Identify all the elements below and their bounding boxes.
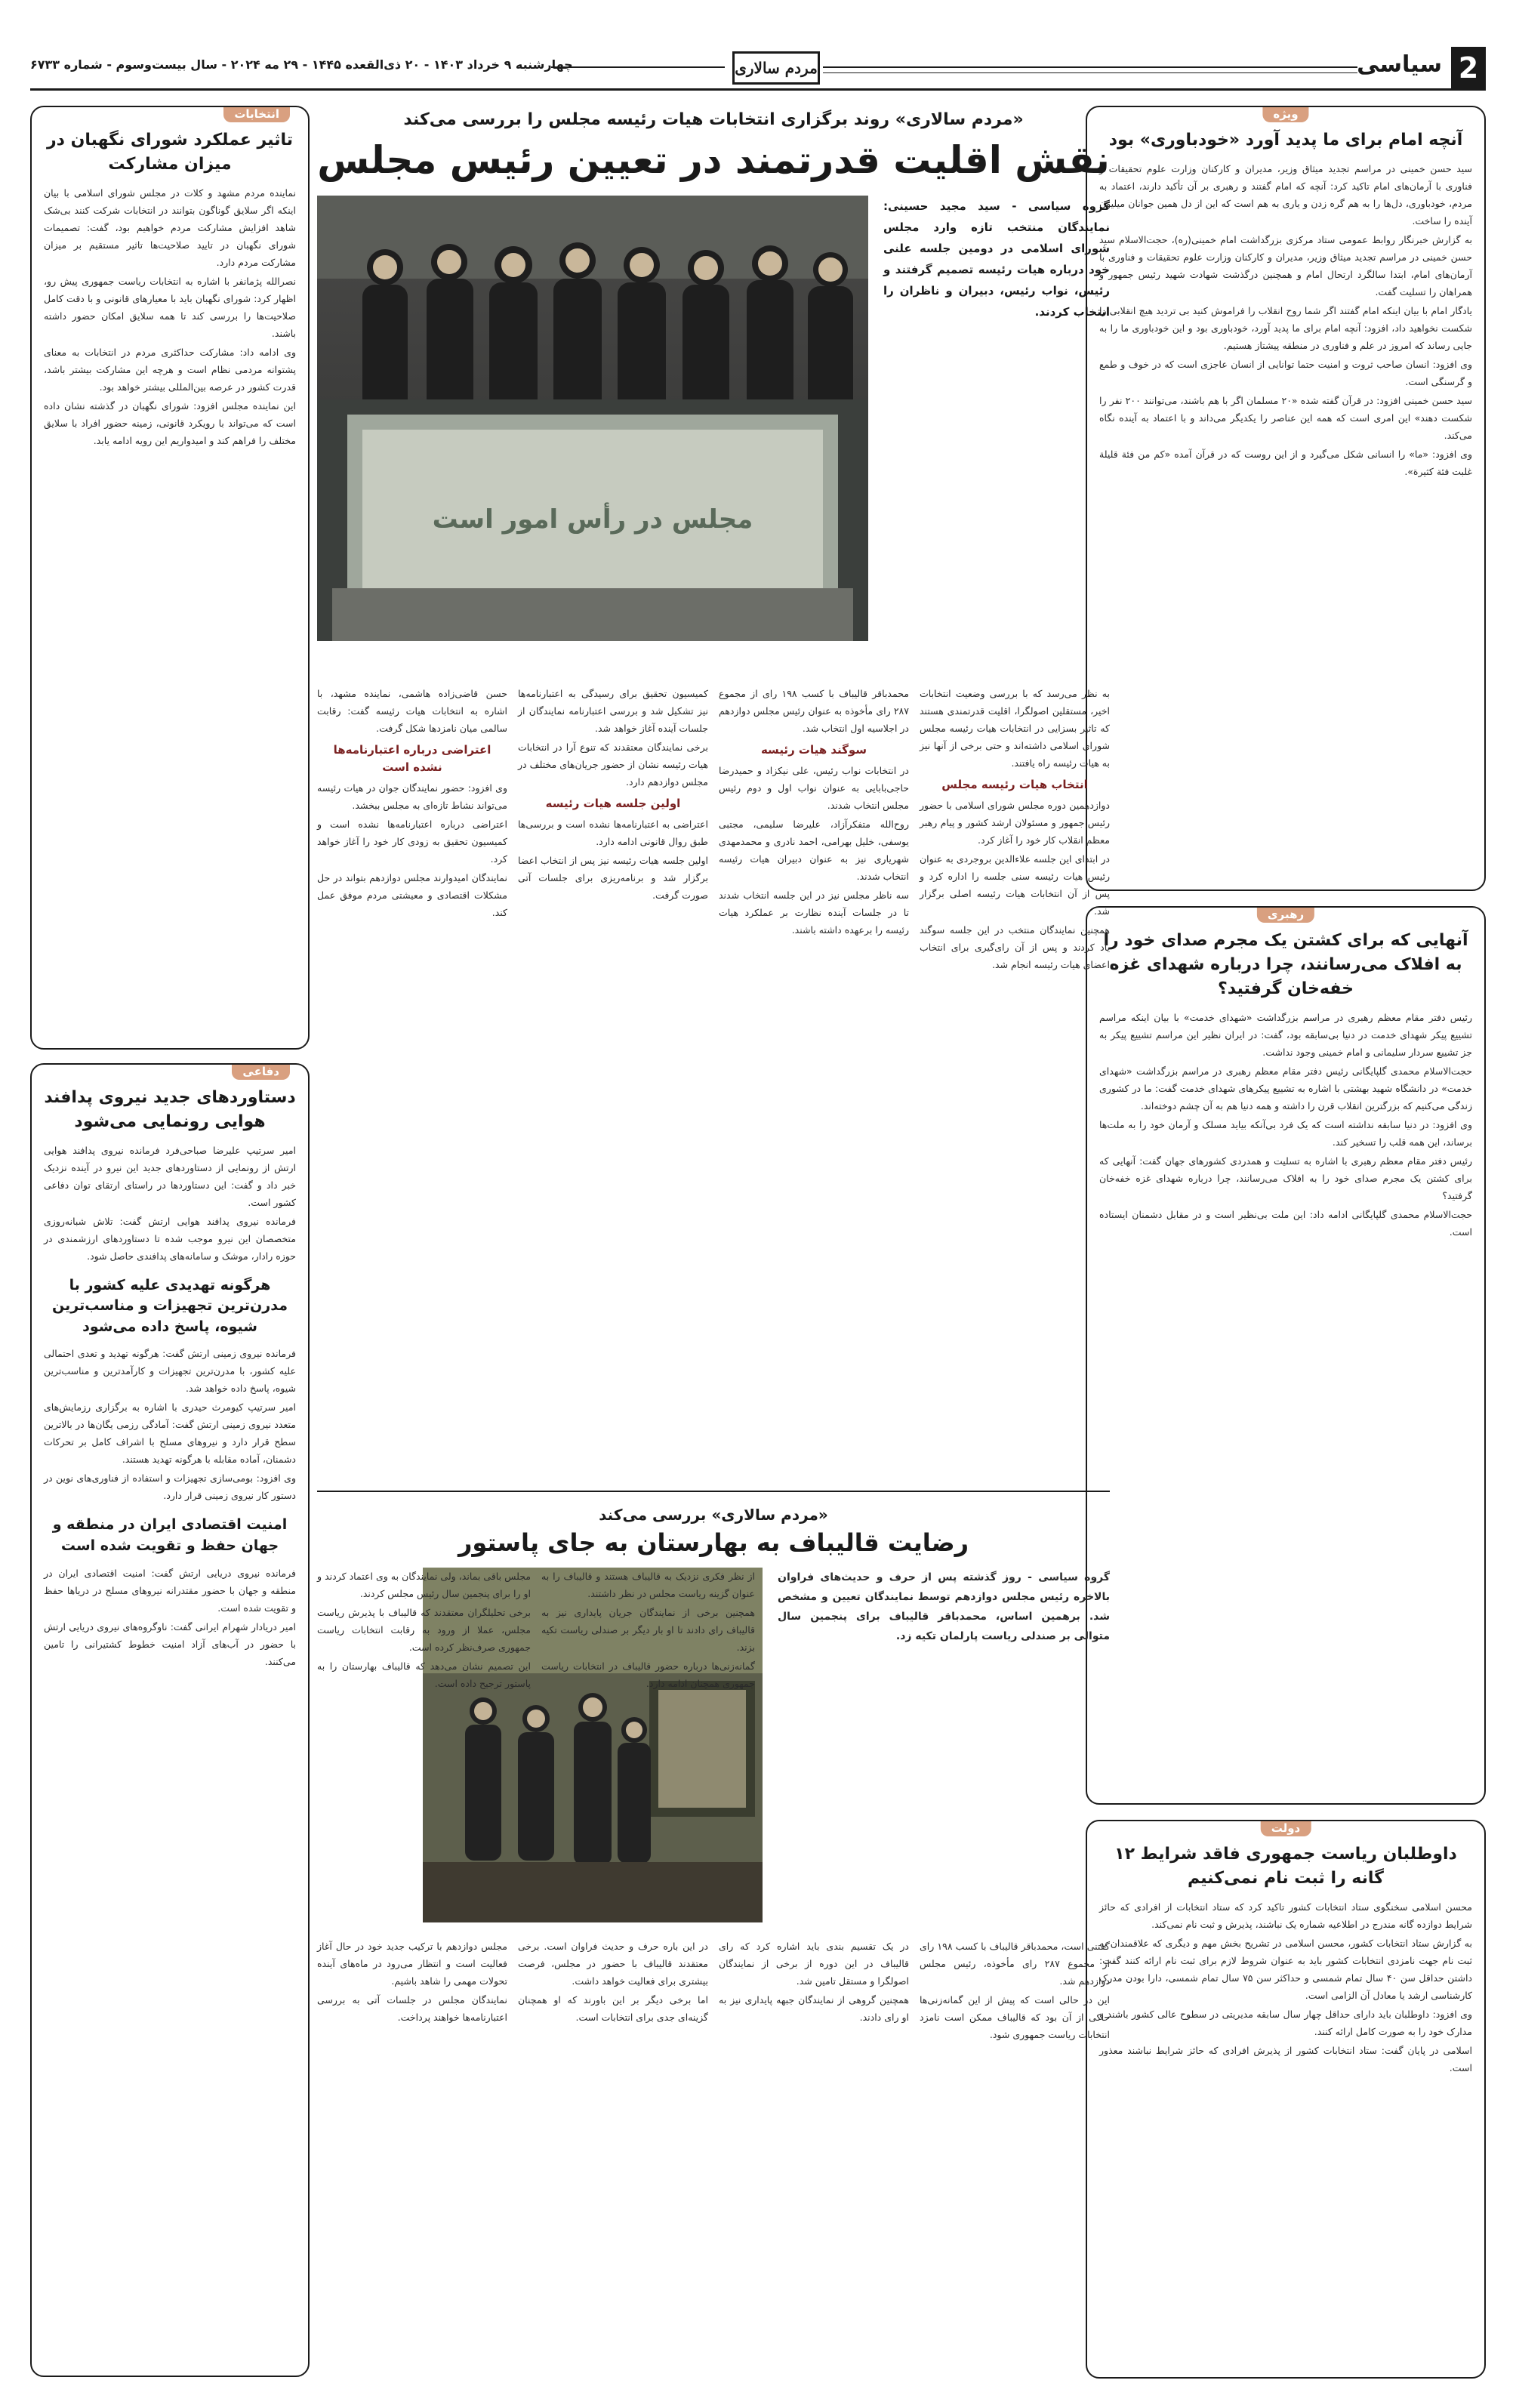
paragraph: اما برخی دیگر بر این باورند که او همچنان گزینه‌ای جدی برای انتخابات است. xyxy=(518,1994,708,2023)
paragraph: وی افزود: «ما» را انسانی شکل می‌گیرد و از این روست که در قرآن آمده «کم من فئة قلیلة غلبت فئة کثیرة». xyxy=(1099,448,1472,477)
story-headline: رضایت قالیباف به بهارستان به جای پاستور xyxy=(458,1528,969,1557)
paragraph: فرمانده نیروی پدافند هوایی ارتش گفت: تلاش شبانه‌روزی متخصصان این نیرو موجب شده تا دستاوردهای ارزشمندی در حوزه رادار، موشک و سامانه‌های پدافندی حاصل شود. xyxy=(44,1215,296,1262)
header-rule xyxy=(823,66,1357,68)
parliament-photo xyxy=(317,196,868,641)
paragraph: وی افزود: داوطلبان باید دارای حداقل چهار سال سابقه مدیریتی در سطوح عالی کشور باشند و مدارک خود را به صورت کامل ارائه کنند. xyxy=(1099,2008,1472,2037)
story-column xyxy=(317,1938,507,2045)
paragraph: وی افزود: انسان صاحب ثروت و امنیت حتما توانایی از انسان عاجزی است که در خوف و طمع و گرسنگی است. xyxy=(1099,358,1472,387)
paragraph: به گزارش ستاد انتخابات کشور، محسن اسلامی در تشریح بخش مهم و دیگری که علاقمندان به ثبت نام جهت نامزدی انتخابات کشور باید به عنوان شروط لازم برای ثبت نام ارائه کنند گفت: داشتن حداقل سن ۴۰ سال تمام شمسی و حداکثر سن ۷۵ سال تمام شمسی، دارا بودن مدرک کارشناسی ارشد یا معادل آن الزامی است. xyxy=(1099,1937,1472,2001)
story-column xyxy=(518,1938,708,2045)
paragraph: این در حالی است که پیش از این گمانه‌زنی‌ها حاکی از آن بود که قالیباف ممکن است نامزد انتخابات ریاست جمهوری شود. xyxy=(920,1994,1110,2040)
story-column xyxy=(317,685,507,975)
story-lead: گروه سیاسی - سید مجید حسینی: نمایندگان منتخب تازه وارد مجلس شورای اسلامی در دومین جلسه علنی خود درباره هیات رئیسه تصمیم گرفتند و رئیس، نواب رئیس، دبیران و ناظران را انتخاب کردند. xyxy=(883,199,1110,319)
newspaper-logo: مردم سالاری xyxy=(732,51,820,85)
lead-area xyxy=(317,196,1110,679)
page-number: 2 xyxy=(1451,47,1486,89)
paragraph: همچنین نمایندگان منتخب در این جلسه سوگند یاد کردند و پس از آن رای‌گیری برای انتخاب اعضای هیات رئیسه انجام شد. xyxy=(920,924,1110,970)
story-column xyxy=(518,685,708,975)
paragraph: رئیس دفتر مقام معظم رهبری در مراسم بزرگداشت «شهدای خدمت» با بیان اینکه مراسم تشییع پیکر شهدای خدمت در دنیا بی‌سابقه بود، گفت: در ایران نظیر این مراسم تشییع پیکر به جز تشییع سردار سلیمانی و امام خمینی وجود نداشت. xyxy=(1099,1011,1472,1058)
section-name: سیاسی xyxy=(1357,51,1442,78)
subhead: اعتراضی درباره اعتبارنامه‌ها نشده است xyxy=(333,743,491,774)
paragraph: امیر دریادار شهرام ایرانی گفت: ناوگروه‌های نیروی دریایی ارتش با حضور در آب‌های آزاد امنیت خطوط کشتیرانی را تامین می‌کنند. xyxy=(44,1620,296,1667)
second-story-body xyxy=(317,1568,1110,2345)
paragraph: کمیسیون تحقیق برای رسیدگی به اعتبارنامه‌ها نیز تشکیل شد و بررسی اعتبارنامه نمایندگان از جلسات آینده آغاز خواهد شد. xyxy=(518,688,708,734)
paragraph: گفتنی است، محمدباقر قالیباف با کسب ۱۹۸ رای از مجموع ۲۸۷ رای مأخوذه، رئیس مجلس دوازدهم شد. xyxy=(920,1941,1110,1987)
paragraph: نماینده مردم مشهد و کلات در مجلس شورای اسلامی با بیان اینکه اگر سلایق گوناگون بتوانند در انتخابات شرکت کنند بی‌شک شاهد افزایش مشارکت مردم خواهیم بود، گفت: تصمیمات شورای نگهبان در تایید صلاحیت‌ها تاثیر مستقیم بر میزان مشارکت مردم دارد. xyxy=(44,187,296,268)
paragraph: محمدباقر قالیباف با کسب ۱۹۸ رای از مجموع ۲۸۷ رای مأخوذه به عنوان رئیس مجلس دوازدهم در اجلاسیه اول انتخاب شد. xyxy=(719,688,909,734)
paragraph: سید حسن خمینی افزود: در قرآن گفته شده «۲۰ مسلمان اگر با هم باشند، می‌توانند ۲۰۰ نفر را شکست دهند» این امری است که همه این عناصر را یکدیگر می‌داند و با اعتماد به آینده نگاه می‌کند. xyxy=(1099,394,1473,441)
story-lead: گروه سیاسی - روز گذشته پس از حرف و حدیث‌های فراوان بالاخره رئیس مجلس دوازدهم توسط نمایندگان تعیین و مشخص شد. برهمین اساس، محمدباقر قالیباف برای پنجمین سال متوالی بر صندلی ریاست پارلمان تکیه زد. xyxy=(778,1571,1110,1642)
box-body xyxy=(44,184,296,449)
paragraph: این تصمیم نشان می‌دهد که قالیباف بهارستان را به پاستور ترجیح داده است. xyxy=(317,1660,531,1689)
box-body xyxy=(44,1142,296,1265)
main-headline: نقش اقلیت قدرتمند در تعیین رئیس مجلس xyxy=(317,138,1110,182)
paragraph: مجلس باقی بماند، ولی نمایندگان به وی اعتماد کردند و او را برای پنجمین سال رئیس مجلس کردند. xyxy=(317,1571,531,1599)
paragraph: در این باره حرف و حدیث فراوان است. برخی معتقدند قالیباف با حضور در مجلس، فرصت بیشتری برای فعالیت خواهد داشت. xyxy=(518,1941,708,1987)
center-column xyxy=(317,106,1110,2040)
photo-banner-text: مجلس در رأس امور است xyxy=(432,504,753,535)
second-story-columns xyxy=(317,1568,755,1694)
sub-story-body xyxy=(44,1345,296,1504)
subhead: انتخاب هیات رئیسه مجلس xyxy=(941,778,1088,791)
paragraph: وی افزود: حضور نمایندگان جوان در هیات رئیسه می‌تواند نشاط تازه‌ای به مجلس ببخشد. xyxy=(317,782,507,811)
subhead: اولین جلسه هیات رئیسه xyxy=(545,797,681,810)
paragraph: همچنین برخی از نمایندگان جریان پایداری نیز به قالیباف رای دادند تا او بار دیگر بر صندلی ریاست تکیه بزند. xyxy=(541,1607,755,1653)
paragraph: وی افزود: بومی‌سازی تجهیزات و استفاده از فناوری‌های نوین در دستور کار نیروی زمینی قرار دارد. xyxy=(44,1472,296,1502)
paragraph: نمایندگان مجلس در جلسات آتی به بررسی اعتبارنامه‌ها خواهند پرداخت. xyxy=(317,1994,507,2023)
box-title: آنچه امام برای ما پدید آورد «خودباوری» بود xyxy=(1108,131,1463,150)
paragraph: وی افزود: در دنیا سابقه نداشته است که یک فرد بی‌آنکه بیاید مسلک و آرمان خود را به ملت‌ها برساند، این همه قلب را تسخیر کند. xyxy=(1099,1118,1472,1148)
story-kicker: «مردم سالاری» روند برگزاری انتخابات هیات رئیسه مجلس را بررسی می‌کند xyxy=(403,110,1024,129)
box-title: آنهایی که برای کشتن یک مجرم صدای خود را به افلاک می‌رسانند، چرا درباره شهدای غزه خفه‌خان گرفتید؟ xyxy=(1103,931,1468,998)
news-box-leader xyxy=(1086,906,1486,1805)
paragraph: برخی تحلیلگران معتقدند که قالیباف با پذیرش ریاست مجلس، عملا از ورود به رقابت انتخابات ریاست جمهوری صرف‌نظر کرده است. xyxy=(317,1607,531,1653)
dateline: چهارشنبه ۹ خرداد ۱۴۰۳ - ۲۰ ذی‌القعده ۱۴۴۵ - ۲۹ مه ۲۰۲۴ - سال بیست‌وسوم - شماره ۶۷۳۳ xyxy=(30,57,573,72)
second-story xyxy=(317,1491,1110,2345)
paragraph: از نظر فکری نزدیک به قالیباف هستند و قالیباف را به عنوان گزینه ریاست مجلس در نظر داشتند. xyxy=(541,1571,755,1599)
paragraph: سه ناظر مجلس نیز در این جلسه انتخاب شدند تا در جلسات آینده نظارت بر عملکرد هیات رئیسه را برعهده داشته باشند. xyxy=(719,890,909,936)
paragraph: در ابتدای این جلسه علاءالدین بروجردی به عنوان رئیس هیات رئیسه سنی جلسه را اداره کرد و پس از آن انتخابات هیات رئیسه اصلی برگزار شد. xyxy=(920,853,1110,917)
sub-story-title: هرگونه تهدیدی علیه کشور با مدرن‌ترین تجهیزات و مناسب‌ترین شیوه، پاسخ داده می‌شود xyxy=(52,1276,288,1335)
paragraph: نمایندگان امیدوارند مجلس دوازدهم بتواند در حل مشکلات اقتصادی و معیشتی مردم موفق عمل کند. xyxy=(317,872,507,918)
story-column xyxy=(719,1938,909,2045)
news-box-defense xyxy=(30,1063,310,2377)
paragraph: نصرالله پژمانفر با اشاره به انتخابات ریاست جمهوری پیش رو، اظهار کرد: شورای نگهبان باید با معیارهای قانونی و با دقت کامل صلاحیت‌ها را بررسی کند تا همه سلایق امکان حضور داشته باشند. xyxy=(44,275,296,339)
paragraph: گمانه‌زنی‌ها درباره حضور قالیباف در انتخابات ریاست جمهوری همچنان ادامه دارد. xyxy=(541,1660,755,1689)
news-box-imam xyxy=(1086,106,1486,891)
box-title: تاثیر عملکرد شورای نگهبان در میزان مشارکت xyxy=(47,131,293,174)
story-column xyxy=(719,685,909,975)
logo-rule xyxy=(551,66,725,68)
paragraph: در انتخابات نواب رئیس، علی نیکزاد و حمیدرضا حاجی‌بابایی به عنوان نواب اول و دوم رئیس مجلس انتخاب شدند. xyxy=(719,765,909,811)
paragraph: امیر سرتیپ کیومرث حیدری با اشاره به برگزاری رزمایش‌های متعدد نیروی زمینی ارتش گفت: آمادگی رزمی یگان‌ها در بالاترین سطح قرار دارد و نیروهای مسلح با اشراف کامل بر تحرکات دشمنان، آماده مقابله با هرگونه تهدید هستند. xyxy=(44,1401,296,1466)
story-column xyxy=(920,685,1110,975)
paragraph: اعتراضی درباره اعتبارنامه‌ها نشده است و کمیسیون تحقیق به زودی کار خود را آغاز خواهد کرد. xyxy=(317,819,507,865)
paragraph: به گزارش خبرنگار روابط عمومی ستاد مرکزی بزرگداشت امام خمینی(ره)، حجت‌الاسلام سید حسن خمینی در مراسم تجدید میثاق وزیر، مدیران و کارکنان وزارت علوم تحقیقات و فناوری با آرمان‌های امام، ابتدا سالگرد ارتحال امام و همچنین درگذشت شهادت شهید رئیس جمهور و همراهان را تسلیت گفت. xyxy=(1099,233,1472,298)
sub-story-title: امنیت اقتصادی ایران در منطقه و جهان حفظ و تقویت شده است xyxy=(52,1516,288,1554)
paragraph: فرمانده نیروی دریایی ارتش گفت: امنیت اقتصادی ایران در منطقه و جهان با حضور مقتدرانه نیروهای مسلح در دریاها حفظ و تقویت شده است. xyxy=(44,1567,296,1614)
paragraph: اسلامی در پایان گفت: ستاد انتخابات کشور از پذیرش افرادی که حائز شرایط نباشند معذور است. xyxy=(1099,2044,1472,2073)
paragraph: سید حسن خمینی در مراسم تجدید میثاق وزیر، مدیران و کارکنان وزارت علوم تحقیقات و فناوری با آرمان‌های امام تاکید کرد: آنچه که امام گفتند و رهبری بر آن تأکید دارند، اعتماد به مردم، خودباوری، دل‌ها را به هم گره زدن و یاری به هم است که این از دل همین جوانان میلیون آینده را ساخت. xyxy=(1099,162,1472,227)
news-box-government xyxy=(1086,1820,1486,2379)
right-column xyxy=(1086,106,1486,2379)
story-kicker: «مردم سالاری» بررسی می‌کند xyxy=(599,1506,828,1524)
second-story-lower-columns xyxy=(317,1938,1110,2045)
paragraph: همچنین گروهی از نمایندگان جبهه پایداری نیز به او رای دادند. xyxy=(719,1994,909,2023)
paragraph: فرمانده نیروی زمینی ارتش گفت: هرگونه تهدید و تعدی احتمالی علیه کشور، با مدرن‌ترین تجهیزات و کارآمدترین و مناسب‌ترین شیوه، پاسخ داده خواهد شد. xyxy=(44,1348,296,1395)
box-tag: انتخابات xyxy=(223,106,290,122)
paragraph: اولین جلسه هیات رئیسه نیز پس از انتخاب اعضا برگزار شد و برنامه‌ریزی برای جلسات آتی صورت گرفت. xyxy=(518,855,708,901)
paragraph: روح‌الله متفکرآزاد، علیرضا سلیمی، مجتبی یوسفی، خلیل بهرامی، احمد نادری و محمدمهدی شهریاری نیز به عنوان دبیران هیات رئیسه انتخاب شدند. xyxy=(719,819,909,882)
story-columns xyxy=(317,685,1110,975)
box-body xyxy=(1099,1898,1472,2077)
box-tag: ویژه xyxy=(1262,106,1308,122)
news-box-election xyxy=(30,106,310,1050)
story-column xyxy=(920,1938,1110,2045)
subhead: سوگند هیات رئیسه xyxy=(760,743,867,757)
paragraph: رئیس دفتر مقام معظم رهبری با اشاره به تسلیت و همدردی کشورهای جهان گفت: آنهایی که برای کشتن یک مجرم صدای خود را به افلاک می‌رسانند، چرا درباره شهدای غزه خفه‌خان گرفتید؟ xyxy=(1099,1155,1472,1201)
parliament-photo-image xyxy=(317,196,868,641)
left-column xyxy=(30,106,310,2377)
paragraph: وی ادامه داد: مشارکت حداکثری مردم در انتخابات به معنای پشتوانه مردمی نظام است و هرچه این مشارکت بیشتر باشد، قدرت کشور در عرصه بین‌المللی بیشتر خواهد بود. xyxy=(44,346,296,393)
paragraph: اعتراضی به اعتبارنامه‌ها نشده است و بررسی‌ها طبق روال قانونی ادامه دارد. xyxy=(518,819,708,847)
story-column xyxy=(317,1568,531,1694)
paragraph: به نظر می‌رسد که با بررسی وضعیت انتخابات اخیر، مستقلین اصولگرا، اقلیت قدرتمندی هستند که تاثیر بسزایی در انتخابات هیات رئیسه مجلس شورای اسلامی داشته‌اند و حتی برخی از آنها نیز به هیات رئیسه راه یافتند. xyxy=(920,688,1110,769)
paragraph: حجت‌الاسلام محمدی گلپایگانی ادامه داد: این ملت بی‌نظیر است و در مقابل دشمنان ایستاده است. xyxy=(1099,1208,1472,1238)
paragraph: این نماینده مجلس افزود: شورای نگهبان در گذشته نشان داده است که می‌تواند با رویکرد قانونی، زمینه حضور افراد با سلایق مختلف را فراهم کند و امیدواریم این رویه ادامه یابد. xyxy=(44,399,296,446)
paragraph: برخی نمایندگان معتقدند که تنوع آرا در انتخابات هیات رئیسه نشان از حضور جریان‌های مختلف در مجلس دوازدهم دارد. xyxy=(518,742,708,788)
box-body xyxy=(1099,160,1472,480)
paragraph: حسن قاضی‌زاده هاشمی، نماینده مشهد، با اشاره به انتخابات هیات رئیسه گفت: رقابت سالمی میان نامزدها شکل گرفت. xyxy=(317,688,507,734)
box-tag: دولت xyxy=(1261,1820,1311,1836)
box-tag: رهبری xyxy=(1257,906,1314,923)
paragraph: دوازدهمین دوره مجلس شورای اسلامی با حضور رئیس جمهور و مسئولان ارشد کشور و پیام رهبر معظم انقلاب کار خود را آغاز کرد. xyxy=(920,800,1110,846)
paragraph: محسن اسلامی سخنگوی ستاد انتخابات کشور تاکید کرد که ستاد انتخابات از افرادی که حائز شرایط دوازده گانه مندرج در اطلاعیه شماره یک نباشند، پذیرش و ثبت نام نمی‌کند. xyxy=(1099,1901,1472,1930)
page-header xyxy=(30,47,1486,91)
box-title: داوطلبان ریاست جمهوری فاقد شرایط ۱۲ گانه را ثبت نام نمی‌کنیم xyxy=(1114,1845,1457,1888)
box-body xyxy=(1099,1009,1472,1241)
paragraph: در یک تقسیم بندی باید اشاره کرد که رای قالیباف در این دوره از برخی از نمایندگان اصولگرا و مستقل تامین شد. xyxy=(719,1941,909,1987)
header-rule-thin xyxy=(823,72,1357,73)
paragraph: یادگار امام با بیان اینکه امام گفتند اگر شما روح انقلاب را فراموش کنید بی تردید هیچ انقلابی را شکست نخواهید داد، افزود: آنچه امام برای ما پدید آورد، خودباوری بود و این خودباوری ما را به جایی رساند که امروز در علم و فناوری در منطقه پیشتاز هستیم. xyxy=(1099,304,1472,351)
box-tag: دفاعی xyxy=(232,1063,290,1080)
box-title: دستاوردهای جدید نیروی پدافند هوایی رونمایی می‌شود xyxy=(44,1088,296,1131)
story-column xyxy=(541,1568,755,1694)
sub-story-body xyxy=(44,1565,296,1670)
paragraph: امیر سرتیپ علیرضا صباحی‌فرد فرمانده نیروی پدافند هوایی ارتش از رونمایی از دستاوردهای جدید این نیرو در آینده نزدیک خبر داد و گفت: این دستاوردها در راستای ارتقای توان دفاعی کشور است. xyxy=(44,1144,296,1208)
paragraph: حجت‌الاسلام محمدی گلپایگانی رئیس دفتر مقام معظم رهبری در مراسم بزرگداشت «شهدای خدمت» در دانشگاه شهید بهشتی با اشاره به تشییع پیکرهای شهدای خدمت گفت: ما در کشوری زندگی می‌کنیم که بزرگترین انقلاب قرن را داشته و همه دنیا هم به آن چشم دوخته‌اند. xyxy=(1099,1065,1472,1112)
paragraph: مجلس دوازدهم با ترکیب جدید خود در حال آغاز فعالیت است و انتظار می‌رود در ماه‌های آینده تحولات مهمی را شاهد باشیم. xyxy=(317,1941,507,1987)
